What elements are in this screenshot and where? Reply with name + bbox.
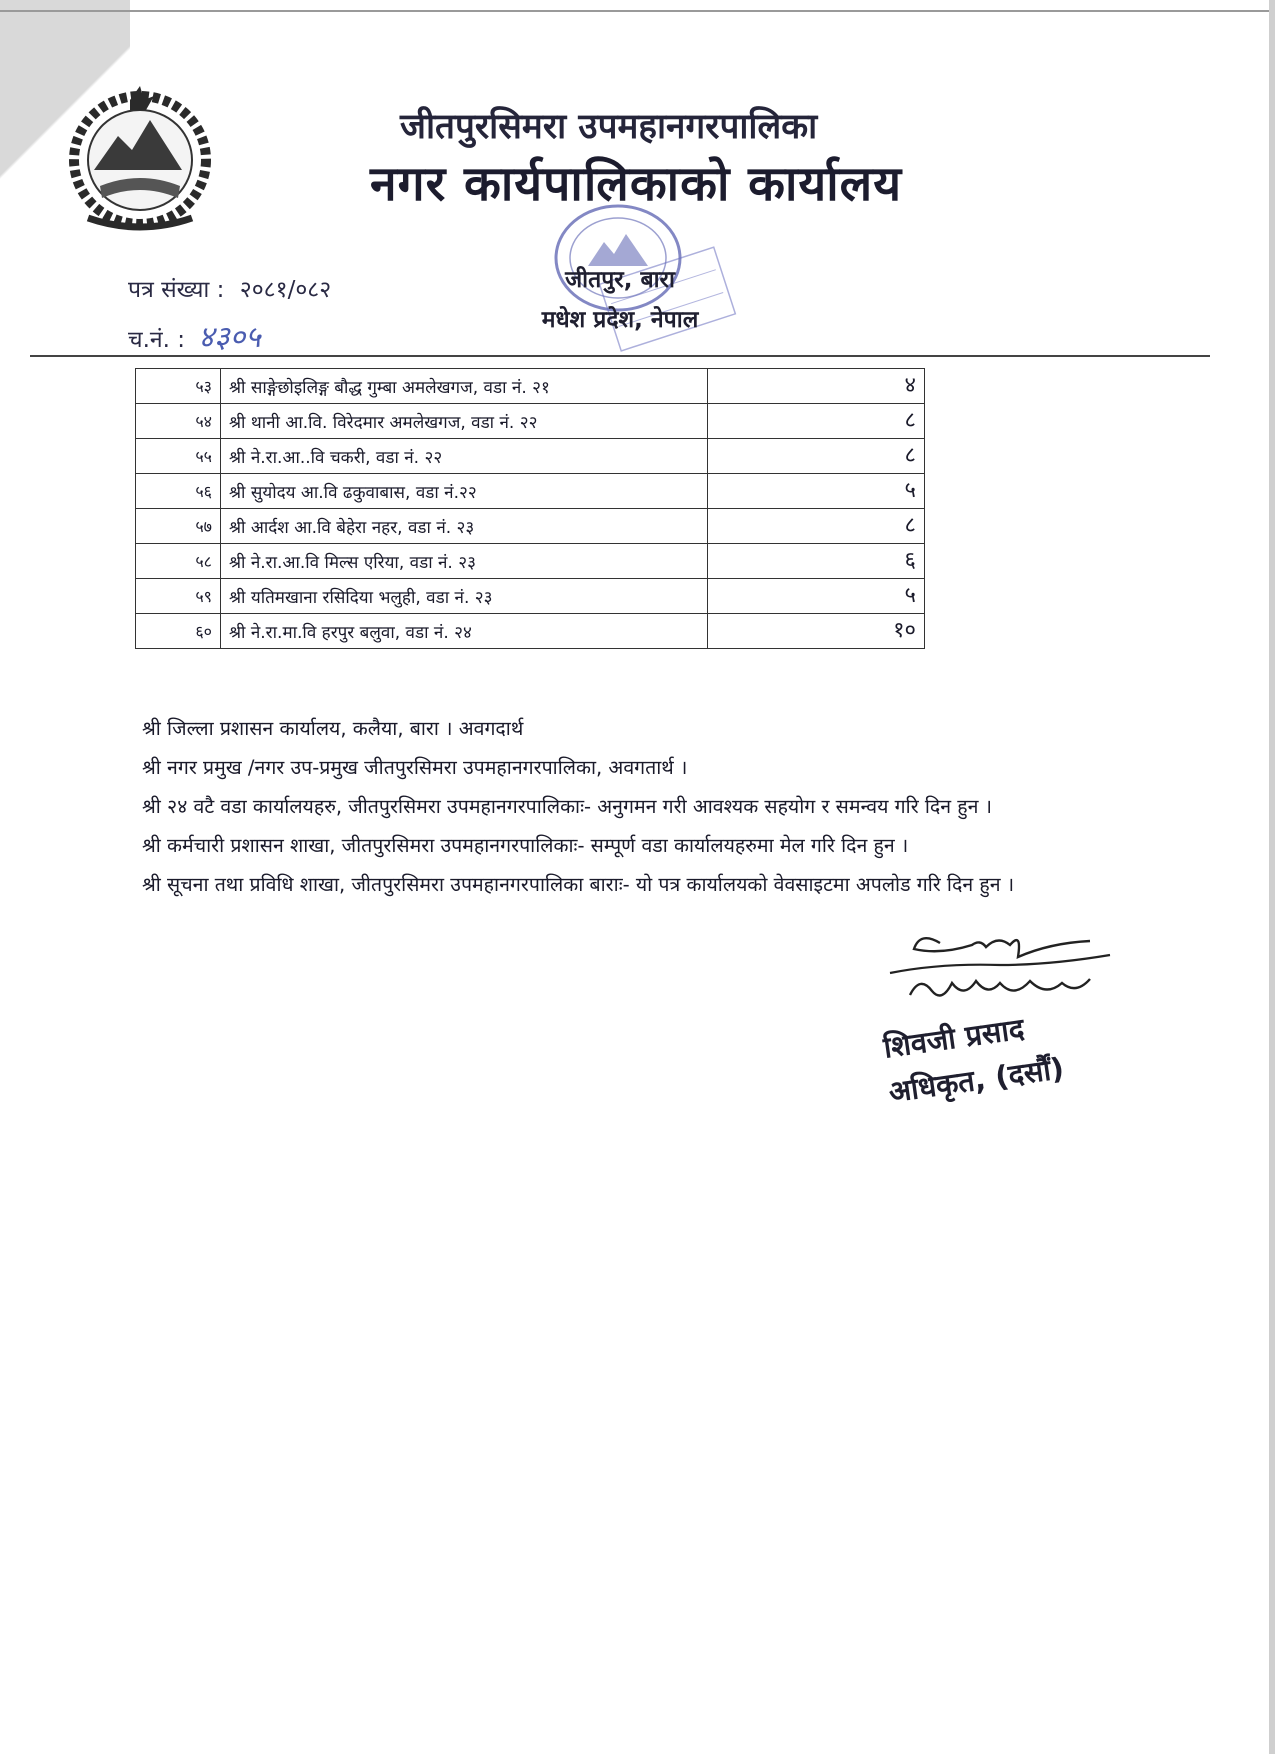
header-divider (30, 355, 1210, 357)
serial-number-cell: ५४ (136, 404, 221, 439)
serial-number-cell: ५३ (136, 369, 221, 404)
municipality-name: जीतपुरसिमरा उपमहानगरपालिका (400, 107, 818, 147)
nepal-emblem-icon (60, 78, 220, 238)
serial-number-cell: ५७ (136, 509, 221, 544)
table-row (136, 404, 925, 439)
table-row (136, 509, 925, 544)
copy-to-item: श्री २४ वटै वडा कार्यालयहरु, जीतपुरसिमरा उपमहानगरपालिकाः- अनुगमन गरी आवश्यक सहयोग र समन्वय गरि दिन हुन । (142, 795, 993, 818)
quantity-cell: ५ (708, 579, 925, 614)
quantity-cell: ८ (708, 509, 925, 544)
scan-right-edge (1269, 0, 1275, 1754)
quantity-cell: ५ (708, 474, 925, 509)
quantity-cell: ८ (708, 404, 925, 439)
letter-number-label: पत्र संख्या : (128, 277, 225, 303)
school-name-cell: श्री साङ्गेछोइलिङ्ग बौद्ध गुम्बा अमलेखगज, वडा नं. २१ (221, 369, 708, 404)
dispatch-number-label: च.नं. : (128, 327, 186, 353)
table-row (136, 369, 925, 404)
letter-number-row (128, 272, 331, 304)
copy-to-item: श्री जिल्ला प्रशासन कार्यालय, कलैया, बारा । अवगदार्थ (142, 717, 524, 740)
table-row (136, 614, 925, 649)
copy-to-item: श्री सूचना तथा प्रविधि शाखा, जीतपुरसिमरा उपमहानगरपालिका बाराः- यो पत्र कार्यालयको वेवसाइटमा अपलोड गरि दिन हुन । (142, 873, 1015, 896)
serial-number-cell: ६० (136, 614, 221, 649)
copy-to-item: श्री नगर प्रमुख /नगर उप-प्रमुख जीतपुरसिमरा उपमहानगरपालिका, अवगतार्थ । (142, 756, 688, 779)
quantity-cell: ८ (708, 439, 925, 474)
copy-to-list (142, 710, 1162, 905)
school-name-cell: श्री थानी आ.वि. विरेदमार अमलेखगज, वडा नं. २२ (221, 404, 708, 439)
table-row (136, 439, 925, 474)
school-name-cell: श्री यतिमखाना रसिदिया भलुही, वडा नं. २३ (221, 579, 708, 614)
table-row (136, 579, 925, 614)
school-table-body (136, 369, 925, 649)
dispatch-number-value: ४३०५ (198, 320, 261, 355)
quantity-cell: ४ (708, 369, 925, 404)
dispatch-number-row (128, 315, 261, 356)
school-name-cell: श्री ने.रा.मा.वि हरपुर बलुवा, वडा नं. २४ (221, 614, 708, 649)
serial-number-cell: ५९ (136, 579, 221, 614)
stamp-place: जीतपुर, बारा (565, 267, 675, 293)
stamp-province: मधेश प्रदेश, नेपाल (541, 307, 699, 333)
quantity-cell: १० (708, 614, 925, 649)
school-name-cell: श्री ने.रा.आ..वि चकरी, वडा नं. २२ (221, 439, 708, 474)
serial-number-cell: ५५ (136, 439, 221, 474)
office-title: नगर कार्यपालिकाको कार्यालय (370, 156, 903, 212)
serial-number-cell: ५६ (136, 474, 221, 509)
scan-top-edge (0, 10, 1275, 12)
school-name-cell: श्री सुयोदय आ.वि ढकुवाबास, वडा नं.२२ (221, 474, 708, 509)
handwritten-signature-icon (880, 925, 1120, 1015)
signatory-name: शिवजी प्रसाद (881, 1011, 1027, 1065)
table-row (136, 544, 925, 579)
school-name-cell: श्री ने.रा.आ.वि मिल्स एरिया, वडा नं. २३ (221, 544, 708, 579)
quantity-cell: ६ (708, 544, 925, 579)
table-row (136, 474, 925, 509)
copy-to-item: श्री कर्मचारी प्रशासन शाखा, जीतपुरसिमरा उपमहानगरपालिकाः- सम्पूर्ण वडा कार्यालयहरुमा मेल गरि दिन हुन । (142, 834, 909, 857)
signatory-title: अधिकृत, (दर्सौं) (886, 1050, 1067, 1110)
school-name-cell: श्री आर्दश आ.वि बेहेरा नहर, वडा नं. २३ (221, 509, 708, 544)
school-table (135, 368, 925, 649)
serial-number-cell: ५८ (136, 544, 221, 579)
letter-number-value: २०८१/०८२ (239, 277, 332, 303)
